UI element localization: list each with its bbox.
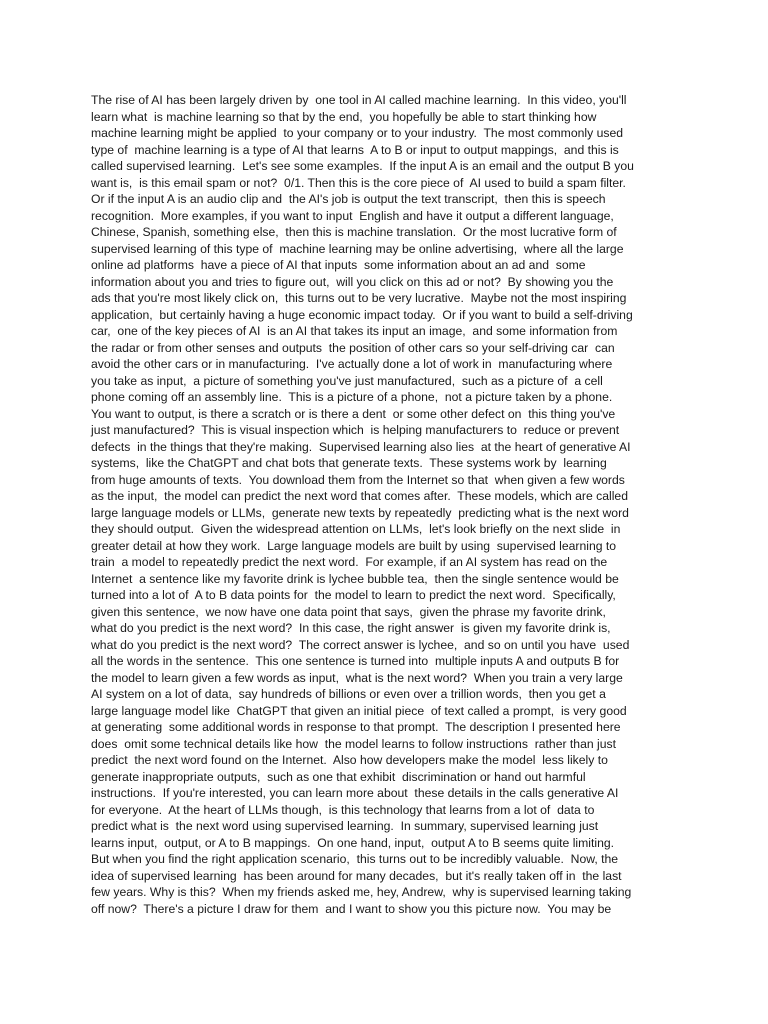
text-line: just manufactured? This is visual inspection which is helping manufacturers to reduce or prevent [91,423,620,437]
text-line: instructions. If you're interested, you can learn more about these details in the calls generative AI [91,786,619,800]
text-line: for everyone. At the heart of LLMs though, is this technology that learns from a lot of data to [91,802,595,817]
text-line: you take as input, a picture of something you've just manufactured, such as a picture of a cell [91,373,603,388]
text-line: supervised learning of this type of machine learning may be online advertising, where all the large [91,241,624,256]
text-line: type of machine learning is a type of AI that learns A to B or input to output mappings, and this is [91,142,619,157]
text-line: But when you find the right application scenario, this turns out to be incredibly valuable. Now, the [91,852,619,866]
text-line: The rise of AI has been largely driven by one tool in AI called machine learning. In this video, you'll [91,93,627,107]
text-line: You want to output, is there a scratch or is there a dent or some other defect on this thing you've [91,406,616,421]
text-line: Internet a sentence like my favorite drink is lychee bubble tea, then the single sentence would be [91,571,619,586]
text-line: Or if the input A is an audio clip and the AI's job is output the text transcript, then this is speech [91,192,606,206]
text-line: all the words in the sentence. This one sentence is turned into multiple inputs A and outputs B for [91,654,620,668]
text-line: AI system on a lot of data, say hundreds of billions or even over a trillion words, then you get a [91,687,606,701]
text-line: as the input, the model can predict the next word that comes after. These models, which are called [91,489,628,503]
text-line: what do you predict is the next word? The correct answer is lychee, and so on until you have used [91,637,630,652]
text-line: ads that you're most likely click on, this turns out to be very lucrative. Maybe not the most inspiring [91,291,627,305]
text-line: recognition. More examples, if you want to input English and have it output a different language, [91,208,614,223]
text-line: online ad platforms have a piece of AI that inputs some information about an ad and some [91,258,586,272]
text-line: Chinese, Spanish, something else, then this is machine translation. Or the most lucrative form of [91,225,617,239]
text-line: learns input, output, or A to B mappings. On one hand, input, output A to B seems quite limiting. [91,835,615,850]
text-line: the model to learn given a few words as input, what is the next word? When you train a very large [91,670,623,685]
text-line: idea of supervised learning has been around for many decades, but it's really taken off in the last [91,868,622,883]
text-line: off now? There's a picture I draw for them and I want to show you this picture now. You may be [91,901,612,916]
text-line: given this sentence, we now have one data point that says, given the phrase my favorite drink, [91,604,606,619]
text-line: does omit some technical details like how the model learns to follow instructions rather than just [91,736,616,751]
text-line: from huge amounts of texts. You download them from the Internet so that when given a few words [91,472,625,487]
text-line: predict what is the next word using supervised learning. In summary, supervised learning just [91,819,599,833]
text-line: systems, like the ChatGPT and chat bots that generate texts. These systems work by learning [91,456,607,470]
transcript-text [91,92,691,917]
text-line: called supervised learning. Let's see some examples. If the input A is an email and the output B you [91,159,634,173]
text-line: train a model to repeatedly predict the next word. For example, if an AI system has read on the [91,555,608,569]
text-line: learn what is machine learning so that by the end, you hopefully be able to start thinking how [91,109,597,124]
text-line: large language models or LLMs, generate new texts by repeatedly predicting what is the next word [91,505,629,520]
text-line: avoid the other cars or in manufacturing. I've actually done a lot of work in manufacturing where [91,357,613,371]
text-line: at generating some additional words in response to that prompt. The description I presented here [91,720,621,734]
text-line: information about you and tries to figure out, will you click on this ad or not? By showing you the [91,274,614,289]
text-line: greater detail at how they work. Large language models are built by using supervised learning to [91,538,617,553]
text-line: application, but certainly having a huge economic impact today. Or if you want to build a self-driving [91,307,633,322]
text-line: large language model like ChatGPT that given an initial piece of text called a prompt, is very good [91,703,627,718]
text-line: phone coming off an assembly line. This is a picture of a phone, not a picture taken by a phone. [91,390,613,404]
text-line: they should output. Given the widespread attention on LLMs, let's look briefly on the next slide in [91,522,621,536]
text-line: machine learning might be applied to your company or to your industry. The most commonly used [91,126,623,140]
text-line: turned into a lot of A to B data points for the model to learn to predict the next word. Specifically, [91,588,616,602]
text-line: the radar or from other senses and outputs the position of other cars so your self-driving car can [91,340,615,355]
text-line: what do you predict is the next word? In this case, the right answer is given my favorite drink is, [91,621,611,635]
text-line: few years. Why is this? When my friends asked me, hey, Andrew, why is supervised learning taking [91,885,632,899]
text-line: defects in the things that they're making. Supervised learning also lies at the heart of generative AI [91,439,631,454]
text-line: car, one of the key pieces of AI is an AI that takes its input an image, and some information from [91,324,618,338]
text-line: want is, is this email spam or not? 0/1. Then this is the core piece of AI used to build a spam filter. [91,175,626,190]
text-line: predict the next word found on the Internet. Also how developers make the model less likely to [91,753,608,767]
text-line: generate inappropriate outputs, such as one that exhibit discrimination or hand out harmful [91,769,586,784]
